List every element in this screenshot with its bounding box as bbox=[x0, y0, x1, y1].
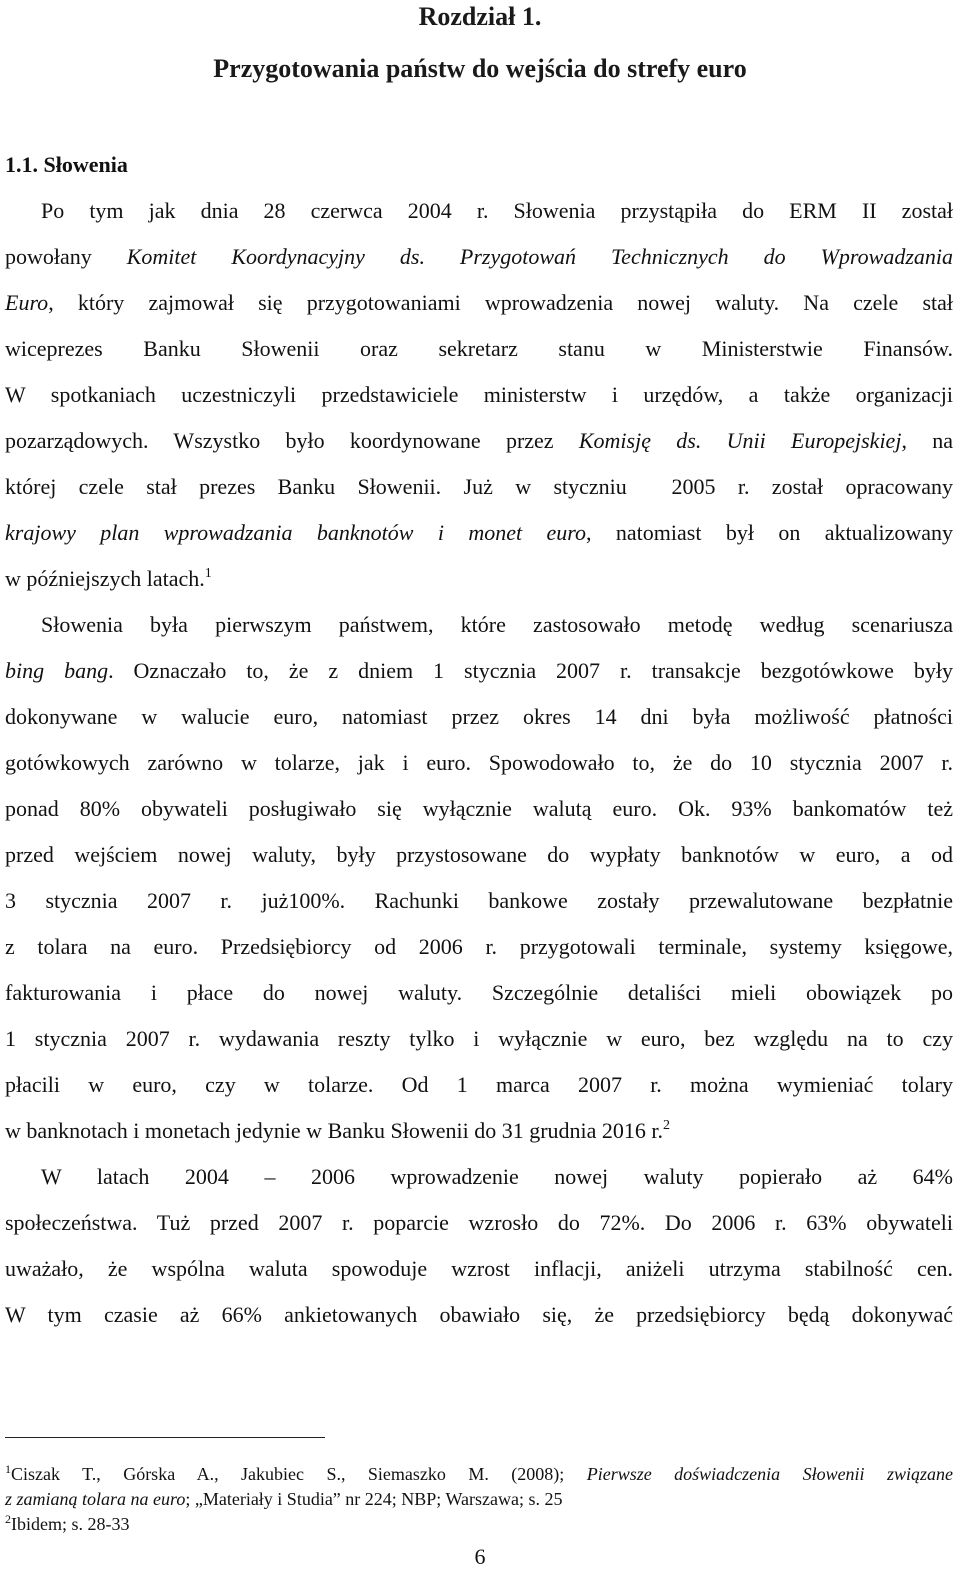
text-segment: z tolara na euro. Przedsiębiorcy od 2006 r. przygotowali terminale, systemy księgowe, bbox=[5, 934, 953, 959]
text-segment: , który zajmował się przygotowaniami wprowadzenia nowej waluty. Na czele stał bbox=[48, 290, 953, 315]
footnote-line bbox=[5, 1512, 953, 1537]
chapter-label: Rozdział 1. bbox=[418, 2, 542, 31]
text-segment: , na bbox=[901, 428, 953, 453]
text-segment: 3 stycznia 2007 r. już100%. Rachunki bankowe zostały przewalutowane bezpłatnie bbox=[5, 888, 953, 913]
paragraph-line bbox=[5, 556, 953, 602]
text-segment: Ibidem; s. 28-33 bbox=[11, 1514, 130, 1534]
text-segment: przed wejściem nowej waluty, były przystosowane do wypłaty banknotów w euro, a od bbox=[5, 842, 953, 867]
italic-text: bing bang bbox=[5, 658, 109, 683]
paragraph-line bbox=[5, 510, 953, 556]
paragraph-line bbox=[5, 1246, 953, 1292]
text-segment: . Oznaczało to, że z dniem 1 stycznia 2007 r. transakcje bezgotówkowe były bbox=[108, 658, 953, 683]
italic-text: Euro bbox=[5, 290, 49, 315]
paragraph-line bbox=[5, 464, 953, 510]
text-segment: fakturowania i płace do nowej waluty. Szczególnie detaliści mieli obowiązek po bbox=[5, 980, 953, 1005]
text-segment: ponad 80% obywateli posługiwało się wyłącznie walutą euro. Ok. 93% bankomatów też bbox=[5, 796, 953, 821]
body-text bbox=[5, 188, 953, 1338]
italic-text: Komitet Koordynacyjny ds. Przygotowań Technicznych do Wprowadzania bbox=[126, 244, 953, 269]
paragraph-line bbox=[5, 740, 953, 786]
footnote-reference: 2 bbox=[663, 1118, 671, 1133]
text-segment: Ciszak T., Górska A., Jakubiec S., Siemaszko M. (2008); bbox=[11, 1464, 587, 1484]
section-heading: 1.1. Słowenia bbox=[5, 152, 128, 177]
paragraph-line bbox=[5, 878, 953, 924]
italic-text: Komisję ds. Unii Europejskiej bbox=[578, 428, 902, 453]
text-segment: wiceprezes Banku Słowenii oraz sekretarz stanu w Ministerstwie Finansów. bbox=[5, 336, 953, 361]
chapter-title: Przygotowania państw do wejścia do strefy euro bbox=[213, 54, 747, 83]
page-number: 6 bbox=[474, 1544, 486, 1569]
paragraph-line bbox=[5, 970, 953, 1016]
paragraph-line bbox=[5, 188, 953, 234]
text-segment: Słowenia była pierwszym państwem, które zastosowało metodę według scenariusza bbox=[41, 612, 953, 637]
text-segment: ; „Materiały i Studia” nr 224; NBP; Warszawa; s. 25 bbox=[185, 1489, 563, 1509]
paragraph-line bbox=[5, 924, 953, 970]
paragraph-line bbox=[5, 1062, 953, 1108]
paragraph-line bbox=[5, 694, 953, 740]
paragraph-line bbox=[5, 1108, 953, 1154]
paragraph-line bbox=[5, 1016, 953, 1062]
paragraph-line bbox=[5, 418, 953, 464]
text-segment: w banknotach i monetach jedynie w Banku Słowenii do 31 grudnia 2016 r. bbox=[5, 1118, 664, 1143]
footnote-line bbox=[5, 1487, 953, 1512]
paragraph-line bbox=[5, 832, 953, 878]
paragraph-line bbox=[5, 280, 953, 326]
footnote-reference: 2 bbox=[5, 1512, 11, 1526]
italic-text: Pierwsze doświadczenia Słowenii związane bbox=[586, 1464, 954, 1484]
paragraph-line bbox=[5, 786, 953, 832]
text-segment: gotówkowych zarówno w tolarze, jak i euro. Spowodowało to, że do 10 stycznia 2007 r. bbox=[5, 750, 953, 775]
text-segment: W spotkaniach uczestniczyli przedstawiciele ministerstw i urzędów, a także organizacji bbox=[5, 382, 953, 407]
paragraph-line bbox=[5, 648, 953, 694]
footnote-line bbox=[5, 1462, 953, 1487]
italic-text: z zamianą tolara na euro bbox=[5, 1489, 186, 1509]
text-segment: powołany bbox=[5, 244, 127, 269]
paragraph-line bbox=[5, 1292, 953, 1338]
italic-text: krajowy plan wprowadzania banknotów i monet euro bbox=[5, 520, 587, 545]
text-segment: społeczeństwa. Tuż przed 2007 r. poparcie wzrosło do 72%. Do 2006 r. 63% obywateli bbox=[5, 1210, 953, 1235]
paragraph-line bbox=[5, 326, 953, 372]
text-segment: Po tym jak dnia 28 czerwca 2004 r. Słowenia przystąpiła do ERM II został bbox=[41, 198, 953, 223]
text-segment: W tym czasie aż 66% ankietowanych obawiało się, że przedsiębiorcy będą dokonywać bbox=[5, 1302, 953, 1327]
paragraph-line bbox=[5, 372, 953, 418]
text-segment: uważało, że wspólna waluta spowoduje wzrost inflacji, aniżeli utrzyma stabilność cen. bbox=[5, 1256, 953, 1281]
paragraph-line bbox=[5, 1154, 953, 1200]
footnote-reference: 1 bbox=[204, 566, 212, 581]
text-segment: w późniejszych latach. bbox=[5, 566, 205, 591]
text-segment: płacili w euro, czy w tolarze. Od 1 marca 2007 r. można wymieniać tolary bbox=[5, 1072, 953, 1097]
text-segment: pozarządowych. Wszystko było koordynowane przez bbox=[5, 428, 579, 453]
footnote-separator bbox=[5, 1437, 325, 1438]
text-segment: 1 stycznia 2007 r. wydawania reszty tylko i wyłącznie w euro, bez względu na to czy bbox=[5, 1026, 953, 1051]
footnote-reference: 1 bbox=[5, 1462, 11, 1476]
paragraph-line bbox=[5, 602, 953, 648]
text-segment: dokonywane w walucie euro, natomiast przez okres 14 dni była możliwość płatności bbox=[5, 704, 953, 729]
text-segment: , natomiast był on aktualizowany bbox=[586, 520, 953, 545]
text-segment: której czele stał prezes Banku Słowenii. Już w styczniu 2005 r. został opracowany bbox=[5, 474, 953, 499]
footnotes bbox=[5, 1462, 953, 1537]
paragraph-line bbox=[5, 1200, 953, 1246]
text-segment: W latach 2004 – 2006 wprowadzenie nowej waluty popierało aż 64% bbox=[41, 1164, 953, 1189]
paragraph-line bbox=[5, 234, 953, 280]
